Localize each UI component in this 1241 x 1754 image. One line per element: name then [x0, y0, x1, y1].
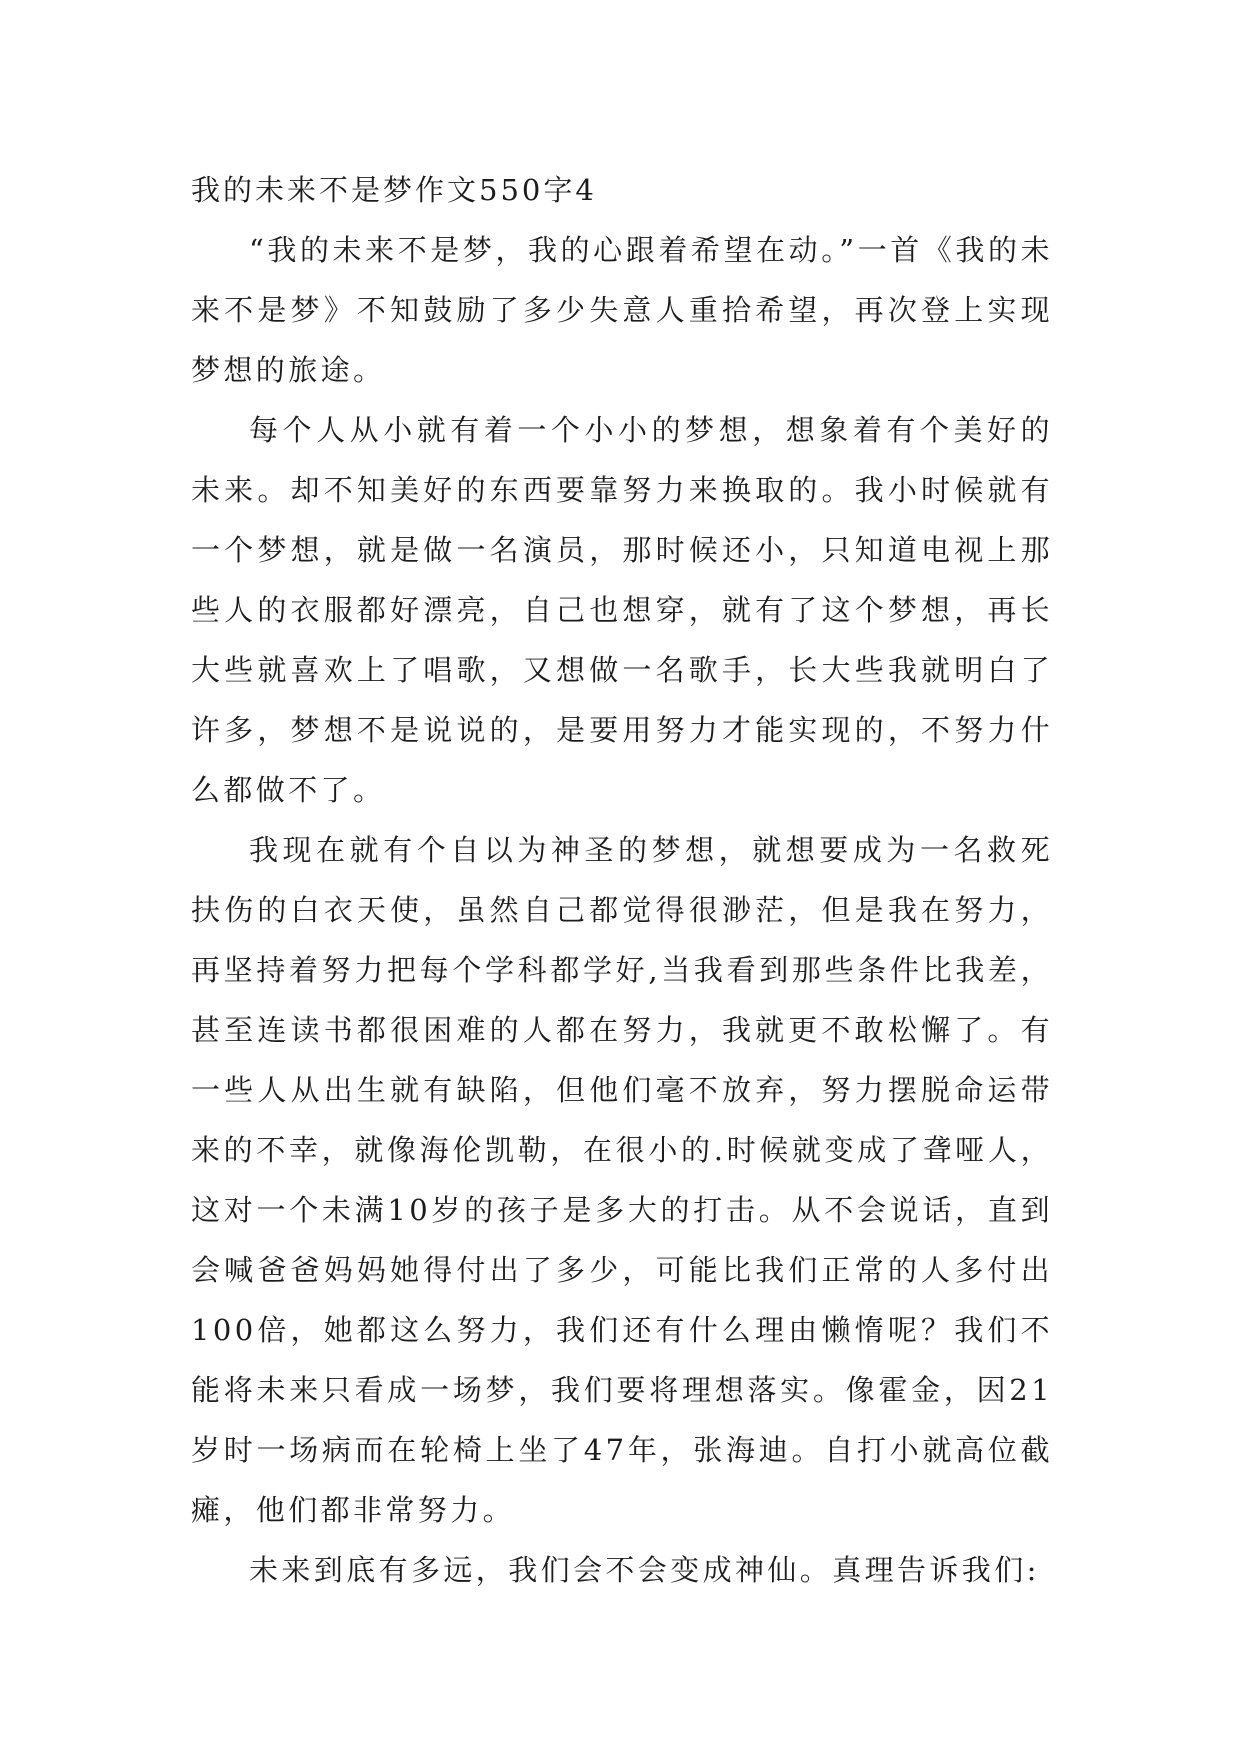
paragraph-current-dream: 我现在就有个自以为神圣的梦想，就想要成为一名救死扶伤的白衣天使，虽然自己都觉得很渺茫，但是我在努力，再坚持着努力把每个学科都学好,当我看到那些条件比我差，甚至连读书都很困难的人都在努力，我就更不敢松懈了。有一些人从出生就有缺陷，但他们毫不放弃，努力摆脱命运带来的不幸，就像海伦凯勒，在很小的.时候就变成了聋哑人，这对一个未满10岁的孩子是多大的打击。从不会说话，直到会喊爸爸妈妈她得付出了多少，可能比我们正常的人多付出100倍，她都这么努力，我们还有什么理由懒惰呢？我们不能将未来只看成一场梦，我们要将理想落实。像霍金，因21岁时一场病而在轮椅上坐了47年，张海迪。自打小就高位截瘫，他们都非常努力。	[191, 833, 1053, 1527]
paragraph-intro: “我的未来不是梦，我的心跟着希望在动。”一首《我的未来不是梦》不知鼓励了多少失意人重拾希望，再次登上实现梦想的旅途。	[191, 233, 1053, 387]
paragraph-childhood-dream: 每个人从小就有着一个小小的梦想，想象着有个美好的未来。却不知美好的东西要靠努力来换取的。我小时候就有一个梦想，就是做一名演员，那时候还小，只知道电视上那些人的衣服都好漂亮，自己也想穿，就有了这个梦想，再长大些就喜欢上了唱歌，又想做一名歌手，长大些我就明白了许多，梦想不是说说的，是要用努力才能实现的，不努力什么都做不了。	[191, 413, 1053, 807]
document-title: 我的未来不是梦作文550字4	[191, 173, 597, 207]
essay-body	[191, 160, 1053, 1600]
paragraph-future: 未来到底有多远，我们会不会变成神仙。真理告诉我们:	[249, 1553, 1040, 1587]
